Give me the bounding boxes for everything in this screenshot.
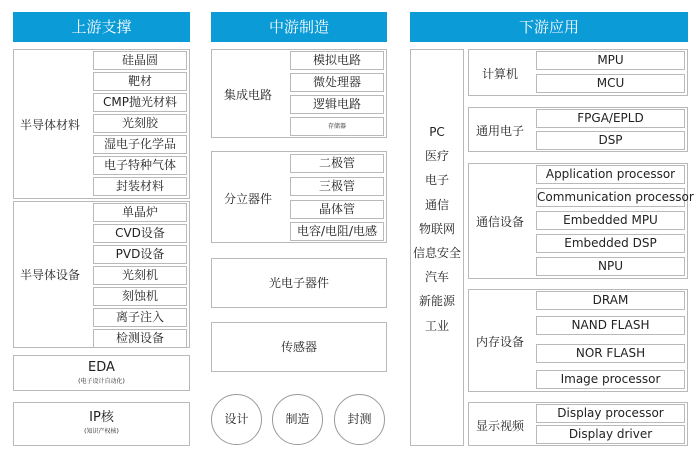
comm-item: Communication processor [536,188,685,207]
materials-item: 靶材 [93,72,187,91]
computer-item: MPU [536,51,685,70]
computer-item: MCU [536,74,685,93]
app-item: 医疗 [424,149,449,164]
comm-label: 通信设备 [476,215,525,229]
app-item: 新能源 [418,294,455,309]
materials-item: 湿电子化学品 [93,135,187,154]
circle-design: 设计 [211,394,262,445]
materials-item: 光刻胶 [93,114,187,133]
app-item: 物联网 [418,221,455,236]
equipment-item: CVD设备 [93,224,187,243]
apps-list [410,120,464,338]
app-item: 通信 [424,197,449,212]
equipment-item: 检测设备 [93,329,187,348]
eda-subtitle: (电子设计自动化) [78,378,125,385]
memory-item: Image processor [536,370,685,389]
memory-item: DRAM [536,291,685,310]
memory-item: NOR FLASH [536,344,685,363]
app-item: 信息安全 [412,245,461,260]
opto-box: 光电子器件 [211,258,387,308]
midstream-header: 中游制造 [211,12,387,42]
equipment-item: 离子注入 [93,308,187,327]
circle-packaging: 封测 [334,394,385,445]
upstream-header: 上游支撑 [13,12,190,42]
ic-item: 逻辑电路 [290,95,384,114]
ip-subtitle: (知识产权核) [84,428,119,435]
discrete-item: 电容/电阻/电感 [290,222,384,241]
comm-item: Application processor [536,165,685,184]
downstream-header: 下游应用 [410,12,688,42]
equipment-item: PVD设备 [93,245,187,264]
materials-item: 电子特种气体 [93,156,187,175]
ic-item: 微处理器 [290,73,384,92]
app-item: 电子 [424,173,449,188]
app-item: PC [429,125,445,139]
computer-label: 计算机 [482,67,519,81]
sensor-box: 传感器 [211,322,387,372]
memory-item: NAND FLASH [536,316,685,335]
ic-item: 存储器 [290,117,384,136]
app-item: 汽车 [424,270,449,285]
eda-title: EDA [88,360,115,375]
display-item: Display processor [536,404,685,423]
circle-manufacture: 制造 [272,394,323,445]
comm-item: Embedded DSP [536,234,685,253]
memory-label: 内存设备 [476,335,525,349]
equipment-label: 半导体设备 [20,268,81,282]
ip-title: IP核 [89,410,114,425]
display-label: 显示视频 [476,419,525,433]
general-item: FPGA/EPLD [536,109,685,128]
comm-item: Embedded MPU [536,211,685,230]
discrete-label: 分立器件 [224,192,273,206]
materials-item: 封装材料 [93,177,187,196]
display-item: Display driver [536,425,685,444]
materials-item: 硅晶圆 [93,51,187,70]
discrete-item: 三极管 [290,177,384,196]
ic-label: 集成电路 [224,88,273,102]
discrete-item: 二极管 [290,154,384,173]
materials-item: CMP抛光材料 [93,93,187,112]
general-item: DSP [536,131,685,150]
equipment-item: 刻蚀机 [93,287,187,306]
discrete-item: 晶体管 [290,200,384,219]
general-label: 通用电子 [476,124,525,138]
materials-label: 半导体材料 [20,118,81,132]
equipment-item: 单晶炉 [93,203,187,222]
equipment-item: 光刻机 [93,266,187,285]
ic-item: 模拟电路 [290,51,384,70]
comm-item: NPU [536,257,685,276]
app-item: 工业 [424,318,449,333]
